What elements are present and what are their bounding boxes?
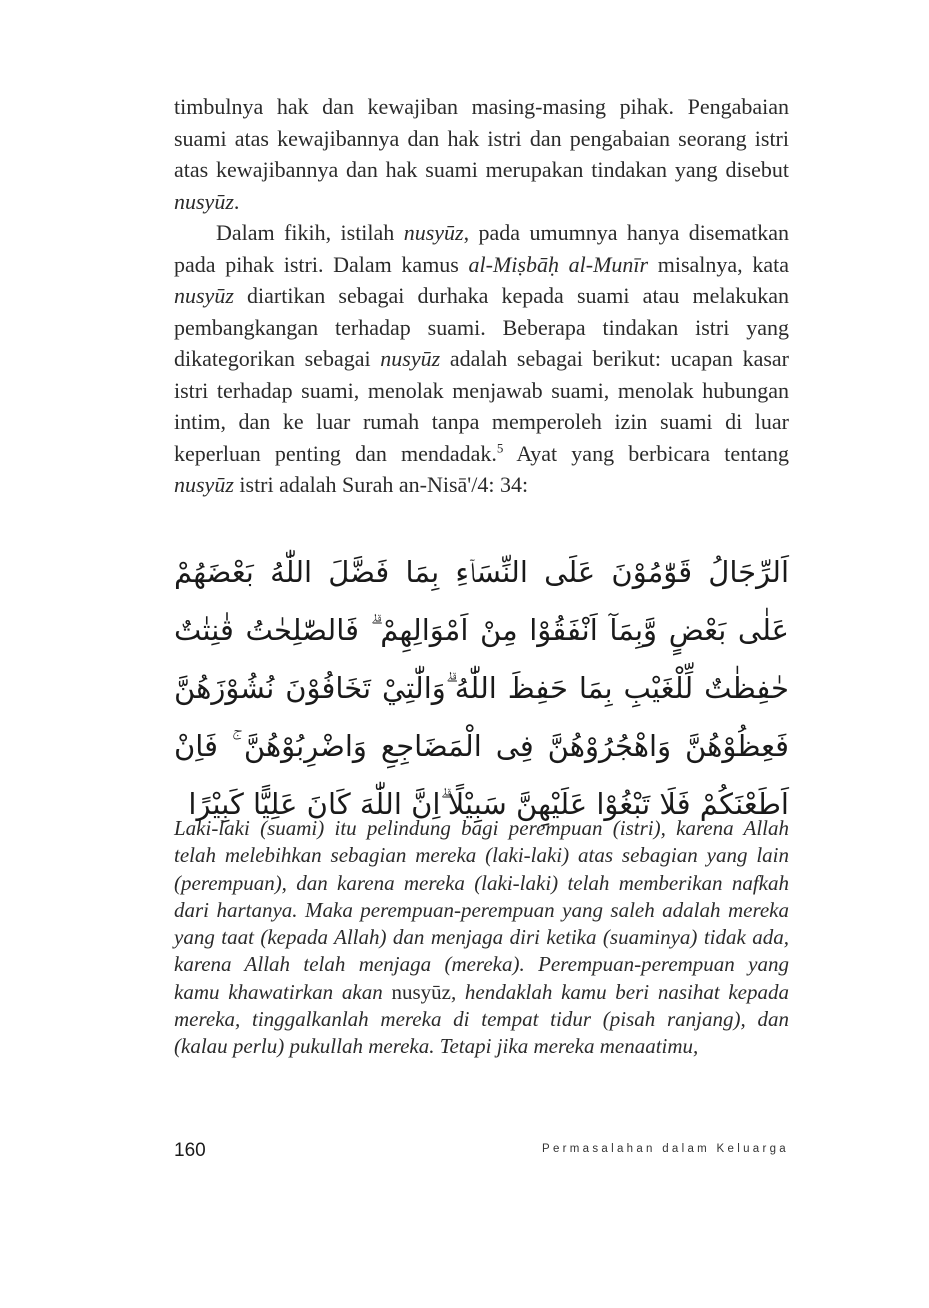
term-nusyuz: nusyūz (174, 283, 234, 308)
paragraph-text: diartikan sebagai durhaka kepada suami atau melakukan pembangkangan terhadap suami. Beberapa tindakan istri yang dikategorikan sebagai (174, 283, 789, 371)
term-kamus-title: al-Miṣbāḥ al-Munīr (468, 251, 649, 277)
paragraph-text: timbulnya hak dan kewajiban masing-masing pihak. Pengabaian suami atas kewajibannya dan hak istri dan pengabaian seorang istri atas kewajibannya dan hak suami merupakan tindakan yang disebut (174, 94, 789, 182)
term-nusyuz: nusyūz (403, 220, 464, 245)
translation-text: , hendaklah kamu beri nasihat kepada mereka, tinggalkanlah mereka di tempat tidur (pisah ranjang), dan (kalau perlu) pukullah mereka. Tetapi jika mereka menaatimu, (174, 979, 790, 1059)
term-nusyuz: nusyūz (174, 188, 234, 214)
term-nusyuz: nusyūz (380, 346, 441, 371)
running-title: Permasalahan dalam Keluarga (541, 1143, 789, 1155)
paragraph-text: istri adalah Surah an-Nisā'/4: 34: (233, 472, 529, 497)
paragraph-text: Ayat yang berbicara tentang (503, 440, 789, 466)
paragraph-end: . (233, 188, 240, 214)
term-nusyuz: nusyūz (391, 979, 451, 1004)
paragraph-text: Dalam fikih, istilah (216, 220, 404, 245)
quran-verse-arabic: اَلرِّجَالُ قَوّٰمُوْنَ عَلَى النِّسَاۤءِ بِمَا فَضَّلَ اللّٰهُ بَعْضَهُمْ عَلٰى بَعْضٍ وَّبِمَآ اَنْفَقُوْا مِنْ اَمْوَالِهِمْ ۗ فَالصّٰلِحٰتُ قٰنِتٰتٌ حٰفِظٰتٌ لِّلْغَيْبِ بِمَا حَفِظَ اللّٰهُ ۗوَالّٰتِيْ تَخَافُوْنَ نُشُوْزَهُنَّ فَعِظُوْهُنَّ وَاهْجُرُوْهُنَّ فِى الْمَضَاجِعِ وَاضْرِبُوْهُنَّ ۚ فَاِنْ اَطَعْنَكُمْ فَلَا تَبْغُوْا عَلَيْهِنَّ سَبِيْلًا ۗاِنَّ اللّٰهَ كَانَ عَلِيًّا كَبِيْرًا (174, 555, 789, 821)
translation-text: Laki-laki (suami) itu pelindung bagi perempuan (istri), karena Allah telah melebihkan sebagian mereka (laki-laki) atas sebagian yang lain (perempuan), dan karena mereka (laki-laki) telah memberikan nafkah dari hartanya. Maka perempuan-perempuan yang saleh adalah mereka yang taat (kepada Allah) dan menjaga diri ketika (suaminya) tidak ada, karena Allah telah menjaga (mereka). Perempuan-perempuan yang kamu khawatirkan akan (174, 816, 789, 1004)
verse-translation (174, 815, 789, 1061)
paragraph-text: adalah sebagai berikut: ucapan kasar istri terhadap suami, menolak menjawab suami, menolak hubungan intim, dan ke luar rumah tanpa memperoleh izin suami di luar keperluan penting dan mendadak. (174, 346, 789, 466)
paragraph-text: , pada umumnya hanya disematkan pada pihak istri. Dalam kamus (174, 220, 790, 277)
paragraph-text: misalnya, kata (648, 251, 789, 277)
paragraph-nusyuz-definition (174, 217, 789, 501)
page-number: 160 (174, 1140, 206, 1161)
term-nusyuz: nusyūz (174, 472, 234, 497)
footnote-marker: 5 (496, 440, 504, 456)
paragraph-continuation (174, 91, 789, 217)
